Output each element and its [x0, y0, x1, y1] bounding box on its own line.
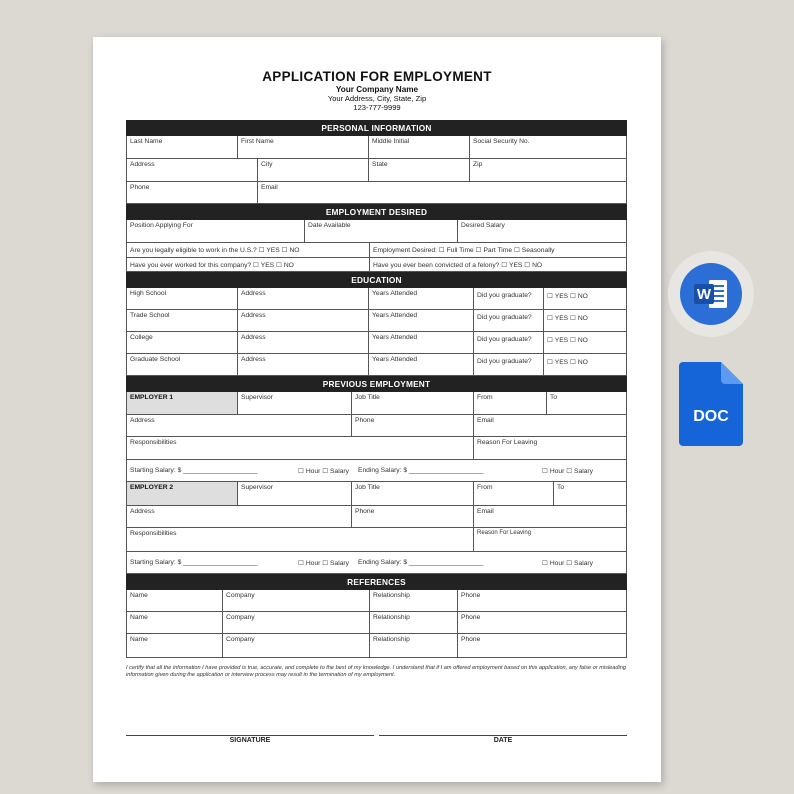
company-address: Your Address, City, State, Zip	[327, 94, 427, 103]
employer-address-field[interactable]: Address	[127, 415, 352, 436]
email-field[interactable]: Email	[258, 182, 627, 203]
felony-question[interactable]: Have you ever been convicted of a felony? ☐ YES ☐ NO	[370, 258, 627, 271]
education-row	[126, 354, 627, 376]
section-employment-desired: EMPLOYMENT DESIRED	[126, 204, 627, 220]
form-row	[126, 136, 627, 159]
salary-row	[126, 552, 627, 574]
school-field[interactable]: Graduate School	[127, 354, 238, 375]
to-field[interactable]: To	[547, 392, 627, 414]
doc-label: DOC	[693, 408, 729, 425]
starting-salary-unit[interactable]: ☐ Hour ☐ Salary	[297, 559, 349, 567]
state-field[interactable]: State	[369, 159, 470, 181]
graduate-question: Did you graduate?	[474, 288, 544, 309]
employer-row	[126, 528, 627, 552]
job-title-field[interactable]: Job Title	[352, 392, 474, 414]
date-label: DATE	[493, 737, 513, 744]
desired-salary-field[interactable]: Desired Salary	[458, 220, 627, 242]
zip-field[interactable]: Zip	[470, 159, 627, 181]
starting-salary-label: Starting Salary: $ ____________________	[130, 467, 258, 474]
reference-company-field[interactable]: Company	[223, 590, 370, 611]
graduate-question: Did you graduate?	[474, 310, 544, 331]
reference-company-field[interactable]: Company	[223, 612, 370, 633]
to-field[interactable]: To	[554, 482, 627, 505]
reference-row	[126, 634, 627, 658]
graduate-question: Did you graduate?	[474, 354, 544, 375]
starting-salary-field[interactable]	[127, 460, 352, 481]
reference-relationship-field[interactable]: Relationship	[370, 590, 458, 611]
form-row	[126, 258, 627, 272]
employer-row	[126, 415, 627, 437]
reference-relationship-field[interactable]: Relationship	[370, 612, 458, 633]
salary-row	[126, 460, 627, 482]
years-attended-field[interactable]: Years Attended	[369, 310, 474, 331]
reference-company-field[interactable]: Company	[223, 634, 370, 657]
microsoft-word-icon	[668, 251, 754, 337]
doc-file-icon	[679, 362, 743, 446]
graduate-yes-no[interactable]: ☐ YES ☐ NO	[544, 332, 627, 353]
form-row	[126, 243, 627, 258]
document-page	[93, 37, 661, 782]
school-field[interactable]: College	[127, 332, 238, 353]
word-logo-graphic	[679, 262, 743, 326]
form-row	[126, 159, 627, 182]
word-letter: W	[696, 286, 712, 303]
form-row	[126, 182, 627, 204]
education-row	[126, 310, 627, 332]
school-address-field[interactable]: Address	[238, 310, 369, 331]
employer-address-field[interactable]: Address	[127, 506, 352, 527]
signature-line[interactable]	[126, 735, 374, 736]
company-name: Your Company Name	[335, 85, 419, 94]
reference-phone-field[interactable]: Phone	[458, 634, 627, 657]
employer-row	[126, 506, 627, 528]
starting-salary-field[interactable]	[127, 552, 352, 573]
employer-2-label: EMPLOYER 2	[127, 482, 238, 505]
reference-name-field[interactable]: Name	[127, 590, 223, 611]
ending-salary-field[interactable]	[352, 460, 627, 481]
employer-row	[126, 437, 627, 460]
starting-salary-unit[interactable]: ☐ Hour ☐ Salary	[297, 467, 349, 475]
section-references: REFERENCES	[126, 574, 627, 590]
address-field[interactable]: Address	[127, 159, 258, 181]
ending-salary-label: Ending Salary: $ ____________________	[358, 467, 484, 474]
ssn-field[interactable]: Social Security No.	[470, 136, 627, 158]
years-attended-field[interactable]: Years Attended	[369, 288, 474, 309]
date-line[interactable]	[379, 735, 627, 736]
ending-salary-field[interactable]	[352, 552, 627, 573]
education-row	[126, 288, 627, 310]
form-row	[126, 220, 627, 243]
certification-statement: I certify that all the information I have provided is true, accurate, and complete to the best of my knowledge. I understand that if I am offered employment based on this application, any false or misleading information given during the application or interview process may result in the termination of my employment.	[126, 665, 626, 678]
reference-row	[126, 612, 627, 634]
ending-salary-label: Ending Salary: $ ____________________	[358, 559, 484, 566]
graduate-yes-no[interactable]: ☐ YES ☐ NO	[544, 310, 627, 331]
employer-email-field[interactable]: Email	[474, 415, 627, 436]
last-name-field[interactable]: Last Name	[127, 136, 238, 158]
job-title-field[interactable]: Job Title	[352, 482, 474, 505]
supervisor-field[interactable]: Supervisor	[238, 392, 352, 414]
reference-relationship-field[interactable]: Relationship	[370, 634, 458, 657]
middle-initial-field[interactable]: Middle Initial	[369, 136, 470, 158]
years-attended-field[interactable]: Years Attended	[369, 354, 474, 375]
ending-salary-unit[interactable]: ☐ Hour ☐ Salary	[541, 559, 593, 567]
section-education: EDUCATION	[126, 272, 627, 288]
document-title: APPLICATION FOR EMPLOYMENT	[262, 69, 492, 84]
reason-for-leaving-field[interactable]: Reason For Leaving	[474, 528, 627, 551]
employment-type-question[interactable]: Employment Desired: ☐ Full Time ☐ Part Time ☐ Seasonally	[370, 243, 627, 257]
first-name-field[interactable]: First Name	[238, 136, 369, 158]
graduate-yes-no[interactable]: ☐ YES ☐ NO	[544, 354, 627, 375]
phone-field[interactable]: Phone	[127, 182, 258, 203]
graduate-question: Did you graduate?	[474, 332, 544, 353]
reference-name-field[interactable]: Name	[127, 634, 223, 657]
education-row	[126, 332, 627, 354]
employer-row	[126, 482, 627, 506]
reference-phone-field[interactable]: Phone	[458, 612, 627, 633]
employer-row	[126, 392, 627, 415]
position-field[interactable]: Position Applying For	[127, 220, 305, 242]
responsibilities-field[interactable]: Responsibilities	[127, 528, 474, 551]
school-address-field[interactable]: Address	[238, 288, 369, 309]
reference-row	[126, 590, 627, 612]
school-address-field[interactable]: Address	[238, 332, 369, 353]
signature-label: SIGNATURE	[229, 737, 271, 744]
responsibilities-field[interactable]: Responsibilities	[127, 437, 474, 459]
school-address-field[interactable]: Address	[238, 354, 369, 375]
ending-salary-unit[interactable]: ☐ Hour ☐ Salary	[541, 467, 593, 475]
school-field[interactable]: High School	[127, 288, 238, 309]
section-personal-information: PERSONAL INFORMATION	[126, 120, 627, 136]
employer-1-label: EMPLOYER 1	[127, 392, 238, 414]
starting-salary-label: Starting Salary: $ ____________________	[130, 559, 258, 566]
application-form	[126, 120, 627, 658]
date-available-field[interactable]: Date Available	[305, 220, 458, 242]
from-field[interactable]: From	[474, 392, 547, 414]
worked-here-question[interactable]: Have you ever worked for this company? ☐ YES ☐ NO	[127, 258, 370, 271]
reference-phone-field[interactable]: Phone	[458, 590, 627, 611]
employer-email-field[interactable]: Email	[474, 506, 627, 527]
company-phone: 123-777-9999	[353, 103, 401, 112]
years-attended-field[interactable]: Years Attended	[369, 332, 474, 353]
supervisor-field[interactable]: Supervisor	[238, 482, 352, 505]
reason-for-leaving-field[interactable]: Reason For Leaving	[474, 437, 627, 459]
reference-name-field[interactable]: Name	[127, 612, 223, 633]
eligible-question[interactable]: Are you legally eligible to work in the U.S.? ☐ YES ☐ NO	[127, 243, 370, 257]
graduate-yes-no[interactable]: ☐ YES ☐ NO	[544, 288, 627, 309]
city-field[interactable]: City	[258, 159, 369, 181]
document-header	[93, 69, 661, 112]
section-previous-employment: PREVIOUS EMPLOYMENT	[126, 376, 627, 392]
school-field[interactable]: Trade School	[127, 310, 238, 331]
from-field[interactable]: From	[474, 482, 554, 505]
employer-phone-field[interactable]: Phone	[352, 415, 474, 436]
employer-phone-field[interactable]: Phone	[352, 506, 474, 527]
